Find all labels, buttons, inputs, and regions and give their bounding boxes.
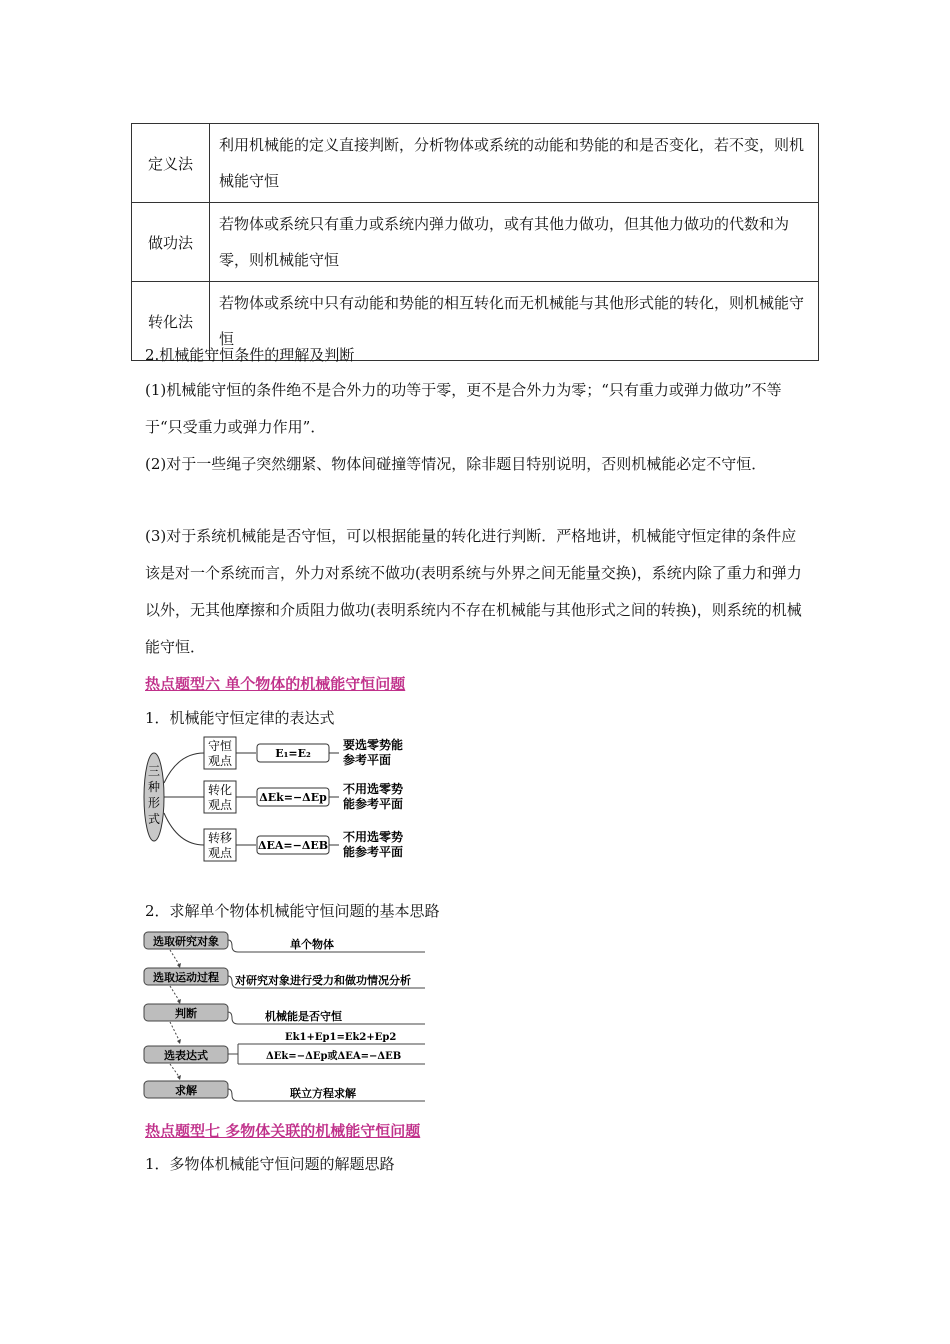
formula: ΔEk=−ΔEp [259, 791, 327, 804]
root-char: 形 [147, 796, 161, 810]
hot7-heading: 热点题型七 多物体关联的机械能守恒问题 [145, 1122, 421, 1140]
hot6-item1: 1．机械能守恒定律的表达式 [145, 709, 335, 727]
flow-arrow [170, 1022, 180, 1042]
step-text: ΔEk=−ΔEp或ΔEA=−ΔEB [266, 1051, 402, 1062]
step-label: 求解 [175, 1084, 197, 1097]
table-row [132, 124, 819, 203]
step-text: 对研究对象进行受力和做功情况分析 [235, 974, 411, 987]
formula: ΔEA=−ΔEB [257, 839, 329, 852]
branch-line [164, 813, 204, 845]
branch-line [164, 753, 204, 783]
note: 能参考平面 [343, 797, 404, 811]
note: 参考平面 [343, 753, 392, 767]
expression-forms-diagram [140, 733, 430, 868]
note: 不用选零势 [343, 782, 404, 796]
method-desc: 若物体或系统只有重力或系统内弹力做功，或有其他力做功，但其他力做功的代数和为零，则机械能守恒 [210, 203, 819, 282]
paragraph-1: (1)机械能守恒的条件绝不是合外力的功等于零，更不是合外力为零；“只有重力或弹力做功”不等于“只受重力或弹力作用”． [145, 381, 782, 436]
step-label: 选表达式 [164, 1049, 208, 1062]
view-label: 观点 [207, 754, 233, 768]
section-title: 2.机械能守恒条件的理解及判断 [145, 346, 355, 364]
flow-arrow [170, 986, 180, 1002]
method-desc: 若物体或系统中只有动能和势能的相互转化而无机械能与其他形式能的转化，则机械能守恒 [210, 282, 819, 361]
method-name: 做功法 [132, 203, 210, 282]
view-label: 转化 [207, 783, 233, 797]
step-label: 选取研究对象 [153, 935, 219, 948]
flow-arrowhead [177, 1039, 181, 1044]
step-label: 判断 [175, 1007, 197, 1020]
step-text-top: Ek1+Ep1=Ek2+Ep2 [285, 1032, 397, 1043]
view-label: 转移 [207, 831, 233, 845]
root-char: 式 [147, 812, 161, 826]
method-name: 定义法 [132, 124, 210, 203]
paragraph-3: (3)对于系统机械能是否守恒，可以根据能量的转化进行判断．严格地讲，机械能守恒定律的条件应该是对一个系统而言，外力对系统不做功(表明系统与外界之间无能量交换)，系统内除了重力和弹力以外，无其他摩擦和介质阻力做功(表明系统内不存在机械能与其他形式之间的转换)，则系统的机械能守恒． [145, 527, 802, 656]
step-text: 单个物体 [290, 938, 334, 951]
note: 能参考平面 [343, 845, 404, 859]
flow-arrow [170, 950, 180, 966]
method-desc: 利用机械能的定义直接判断，分析物体或系统的动能和势能的和是否变化，若不变，则机械能守恒 [210, 124, 819, 203]
hot7-item1: 1．多物体机械能守恒问题的解题思路 [145, 1155, 395, 1173]
view-label: 守恒 [207, 739, 233, 753]
hot6-item2: 2．求解单个物体机械能守恒问题的基本思路 [145, 902, 440, 920]
root-char: 三 [147, 764, 161, 778]
flow-arrow [170, 1064, 180, 1078]
hot6-heading: 热点题型六 单个物体的机械能守恒问题 [145, 675, 406, 693]
note: 不用选零势 [343, 830, 404, 844]
view-label: 观点 [207, 846, 233, 860]
note: 要选零势能 [343, 738, 404, 752]
step-text: 联立方程求解 [290, 1087, 356, 1100]
table-row [132, 203, 819, 282]
view-label: 观点 [207, 798, 233, 812]
step-label: 选取运动过程 [153, 971, 219, 984]
paragraph-2: (2)对于一些绳子突然绷紧、物体间碰撞等情况，除非题目特别说明，否则机械能必定不守恒． [145, 455, 767, 473]
solution-steps-diagram [140, 928, 430, 1108]
root-char: 种 [147, 780, 161, 794]
formula: E₁=E₂ [275, 747, 311, 760]
methods-table [131, 123, 819, 361]
flow-arrowhead [177, 1075, 181, 1080]
step-text: 机械能是否守恒 [265, 1010, 342, 1023]
method-name: 转化法 [132, 282, 210, 361]
